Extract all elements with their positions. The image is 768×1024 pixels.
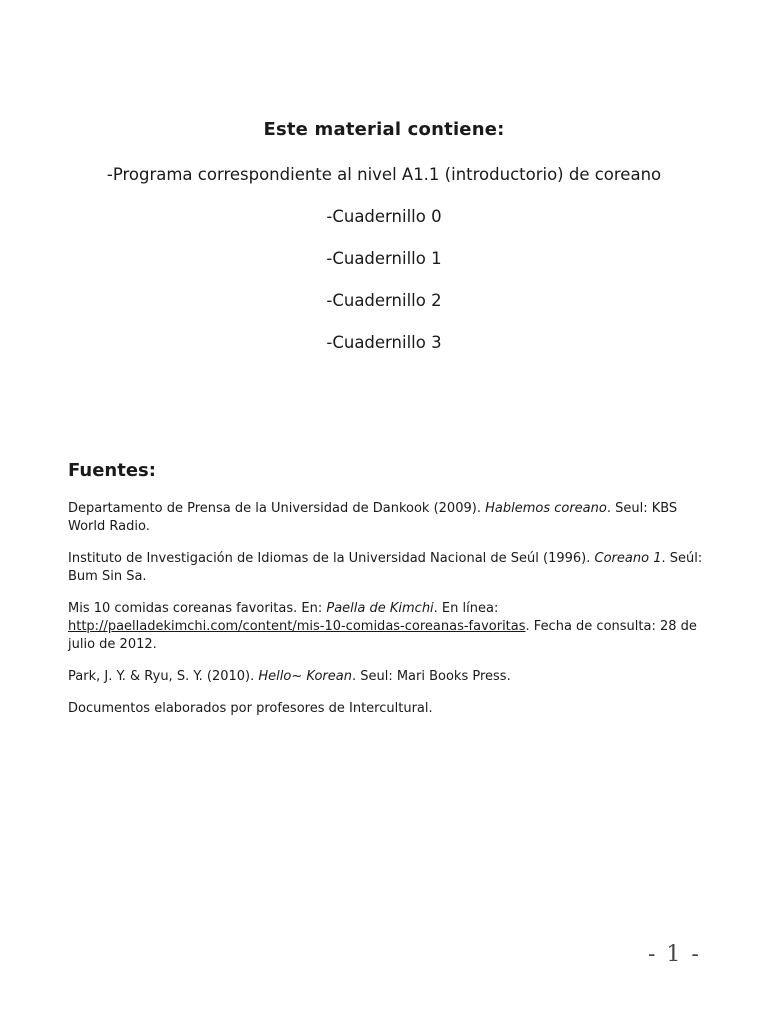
reference-text: Departamento de Prensa de la Universidad de Dankook (2009). xyxy=(68,501,486,516)
page-number: - 1 - xyxy=(648,942,701,967)
reference-title: Coreano 1 xyxy=(594,551,662,566)
reference-title: Paella de Kimchi xyxy=(326,601,434,616)
contents-item-cuadernillo-3: -Cuadernillo 3 xyxy=(326,333,442,352)
reference-text: Instituto de Investigación de Idiomas de la Universidad Nacional de Seúl (1996). xyxy=(68,551,595,566)
sources-list xyxy=(68,500,708,732)
reference-text: . Seúl: Bum Sin Sa. xyxy=(68,551,703,584)
reference-text: Documentos elaborados por profesores de Intercultural. xyxy=(68,701,433,716)
reference-link[interactable]: http://paelladekimchi.com/content/mis-10-comidas-coreanas-favoritas xyxy=(68,619,526,634)
reference-item xyxy=(68,500,708,536)
sources-heading: Fuentes: xyxy=(68,460,156,481)
contents-item-cuadernillo-2: -Cuadernillo 2 xyxy=(326,291,442,310)
reference-text: Park, J. Y. & Ryu, S. Y. (2010). xyxy=(68,669,259,684)
reference-title: Hablemos coreano xyxy=(485,501,607,516)
contents-item-cuadernillo-1: -Cuadernillo 1 xyxy=(326,249,442,268)
contents-item-program: -Programa correspondiente al nivel A1.1 (introductorio) de coreano xyxy=(106,165,662,184)
contents-list xyxy=(0,164,768,374)
reference-text: . En línea: xyxy=(433,601,499,616)
reference-title: Hello~ Korean xyxy=(258,669,352,684)
reference-text: . Seul: Mari Books Press. xyxy=(351,669,511,684)
contents-item-cuadernillo-0: -Cuadernillo 0 xyxy=(326,207,442,226)
reference-text: Mis 10 comidas coreanas favoritas. En: xyxy=(68,601,327,616)
reference-text: . Seul: KBS World Radio. xyxy=(68,501,678,534)
page-title: Este material contiene: xyxy=(263,119,505,140)
reference-item xyxy=(68,550,708,586)
reference-text: . Fecha de consulta: 28 de julio de 2012. xyxy=(68,619,697,652)
reference-item xyxy=(68,700,708,718)
reference-item xyxy=(68,668,708,686)
reference-item xyxy=(68,600,708,654)
